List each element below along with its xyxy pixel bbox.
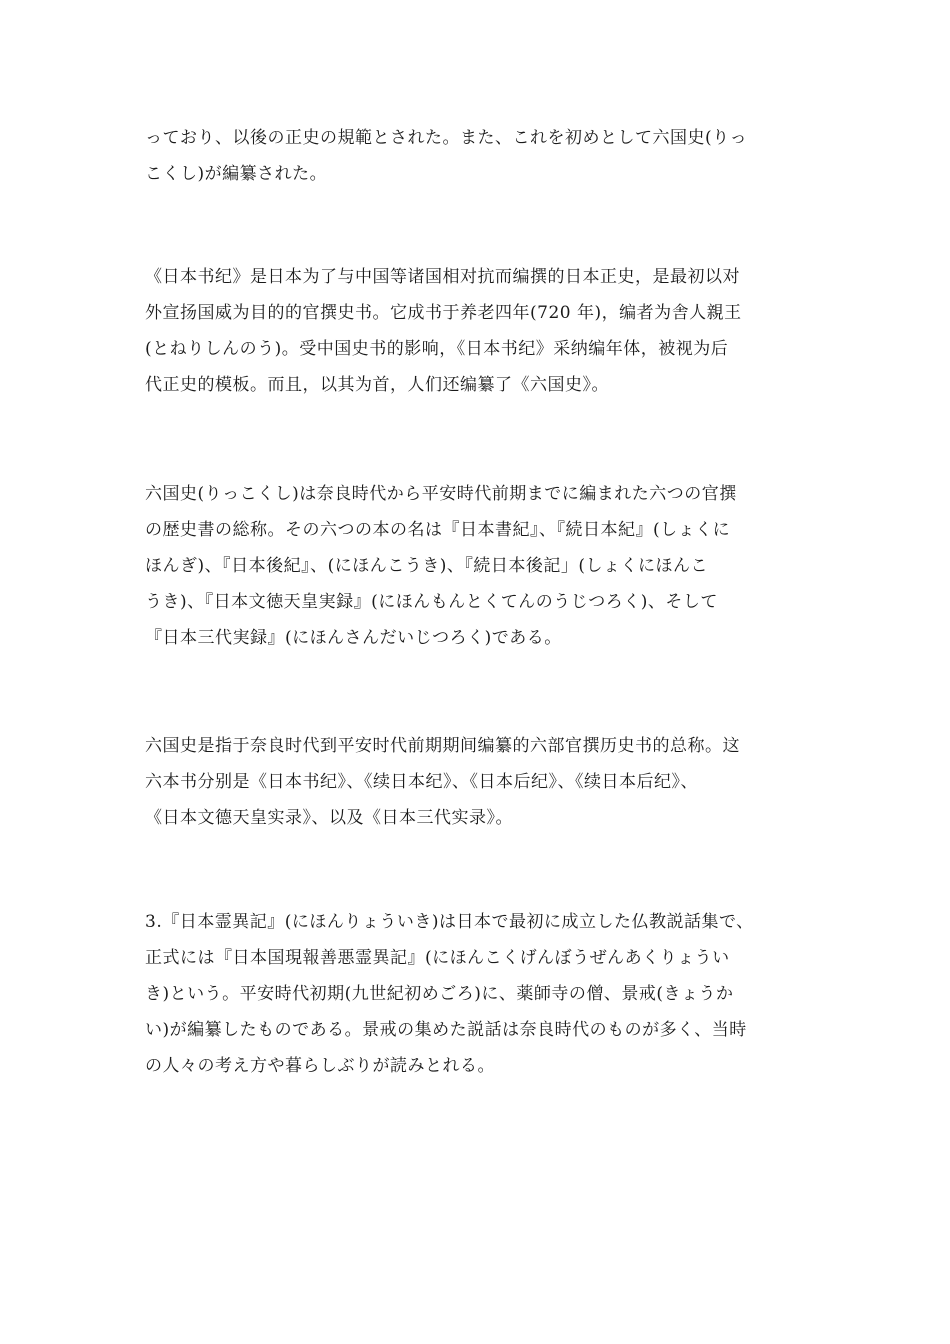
text-line: の歴史書の総称。その六つの本の名は『日本書紀』、『続日本紀』(しょくに	[145, 520, 731, 540]
text-line: 外宣扬国威为目的的官撰史书。它成书于养老四年(720 年)，编者为舎人親王	[145, 303, 742, 323]
text-line: 『日本三代実録』(にほんさんだいじつろく)である。	[145, 628, 562, 648]
text-line: 《日本文德天皇实录》、以及《日本三代实录》。	[145, 808, 513, 828]
paragraph-rikkokushi-intro-jp	[145, 120, 825, 192]
paragraph-nihon-ryoiki-jp	[145, 904, 825, 1084]
text-line: っており、以後の正史の規範とされた。また、これを初めとして六国史(りっ	[145, 128, 748, 148]
text-line: ほんぎ)、『日本後紀』、(にほんこうき)、『続日本後記」(しょくにほんこ	[145, 556, 709, 576]
text-line: こくし)が編纂された。	[145, 164, 328, 184]
paragraph-nihon-shoki-cn	[145, 259, 825, 403]
text-line: 六国史是指于奈良时代到平安时代前期期间编纂的六部官撰历史书的总称。这	[145, 736, 740, 756]
paragraph-rikkokushi-jp	[145, 476, 825, 656]
text-line: の人々の考え方や暮らしぶりが読みとれる。	[145, 1056, 495, 1076]
paragraph-rikkokushi-cn	[145, 728, 825, 836]
text-line: 《日本书纪》是日本为了与中国等诸国相对抗而编撰的日本正史，是最初以对	[145, 267, 740, 287]
text-line: い)が編纂したものである。景戒の集めた説話は奈良時代のものが多く、当時	[145, 1020, 747, 1040]
text-line: 代正史的模板。而且，以其为首，人们还编纂了《六国史》。	[145, 375, 609, 395]
text-line: 正式には『日本国現報善悪霊異記』(にほんこくげんぼうぜんあくりょうい	[145, 948, 730, 968]
text-line: 六本书分别是《日本书纪》、《续日本纪》、《日本后纪》、《续日本后纪》、	[145, 772, 698, 792]
text-line: 六国史(りっこくし)は奈良時代から平安時代前期までに編まれた六つの官撰	[145, 484, 737, 504]
text-line: 3.『日本霊異記』(にほんりょういき)は日本で最初に成立した仏教説話集で、	[145, 912, 754, 932]
text-line: き)という。平安時代初期(九世紀初めごろ)に、薬師寺の僧、景戒(きょうか	[145, 984, 734, 1004]
text-line: うき)、『日本文徳天皇実録』(にほんもんとくてんのうじつろく)、そして	[145, 592, 718, 612]
text-line: (とねりしんのう)。受中国史书的影响，《日本书纪》采纳编年体，被视为后	[145, 339, 729, 359]
